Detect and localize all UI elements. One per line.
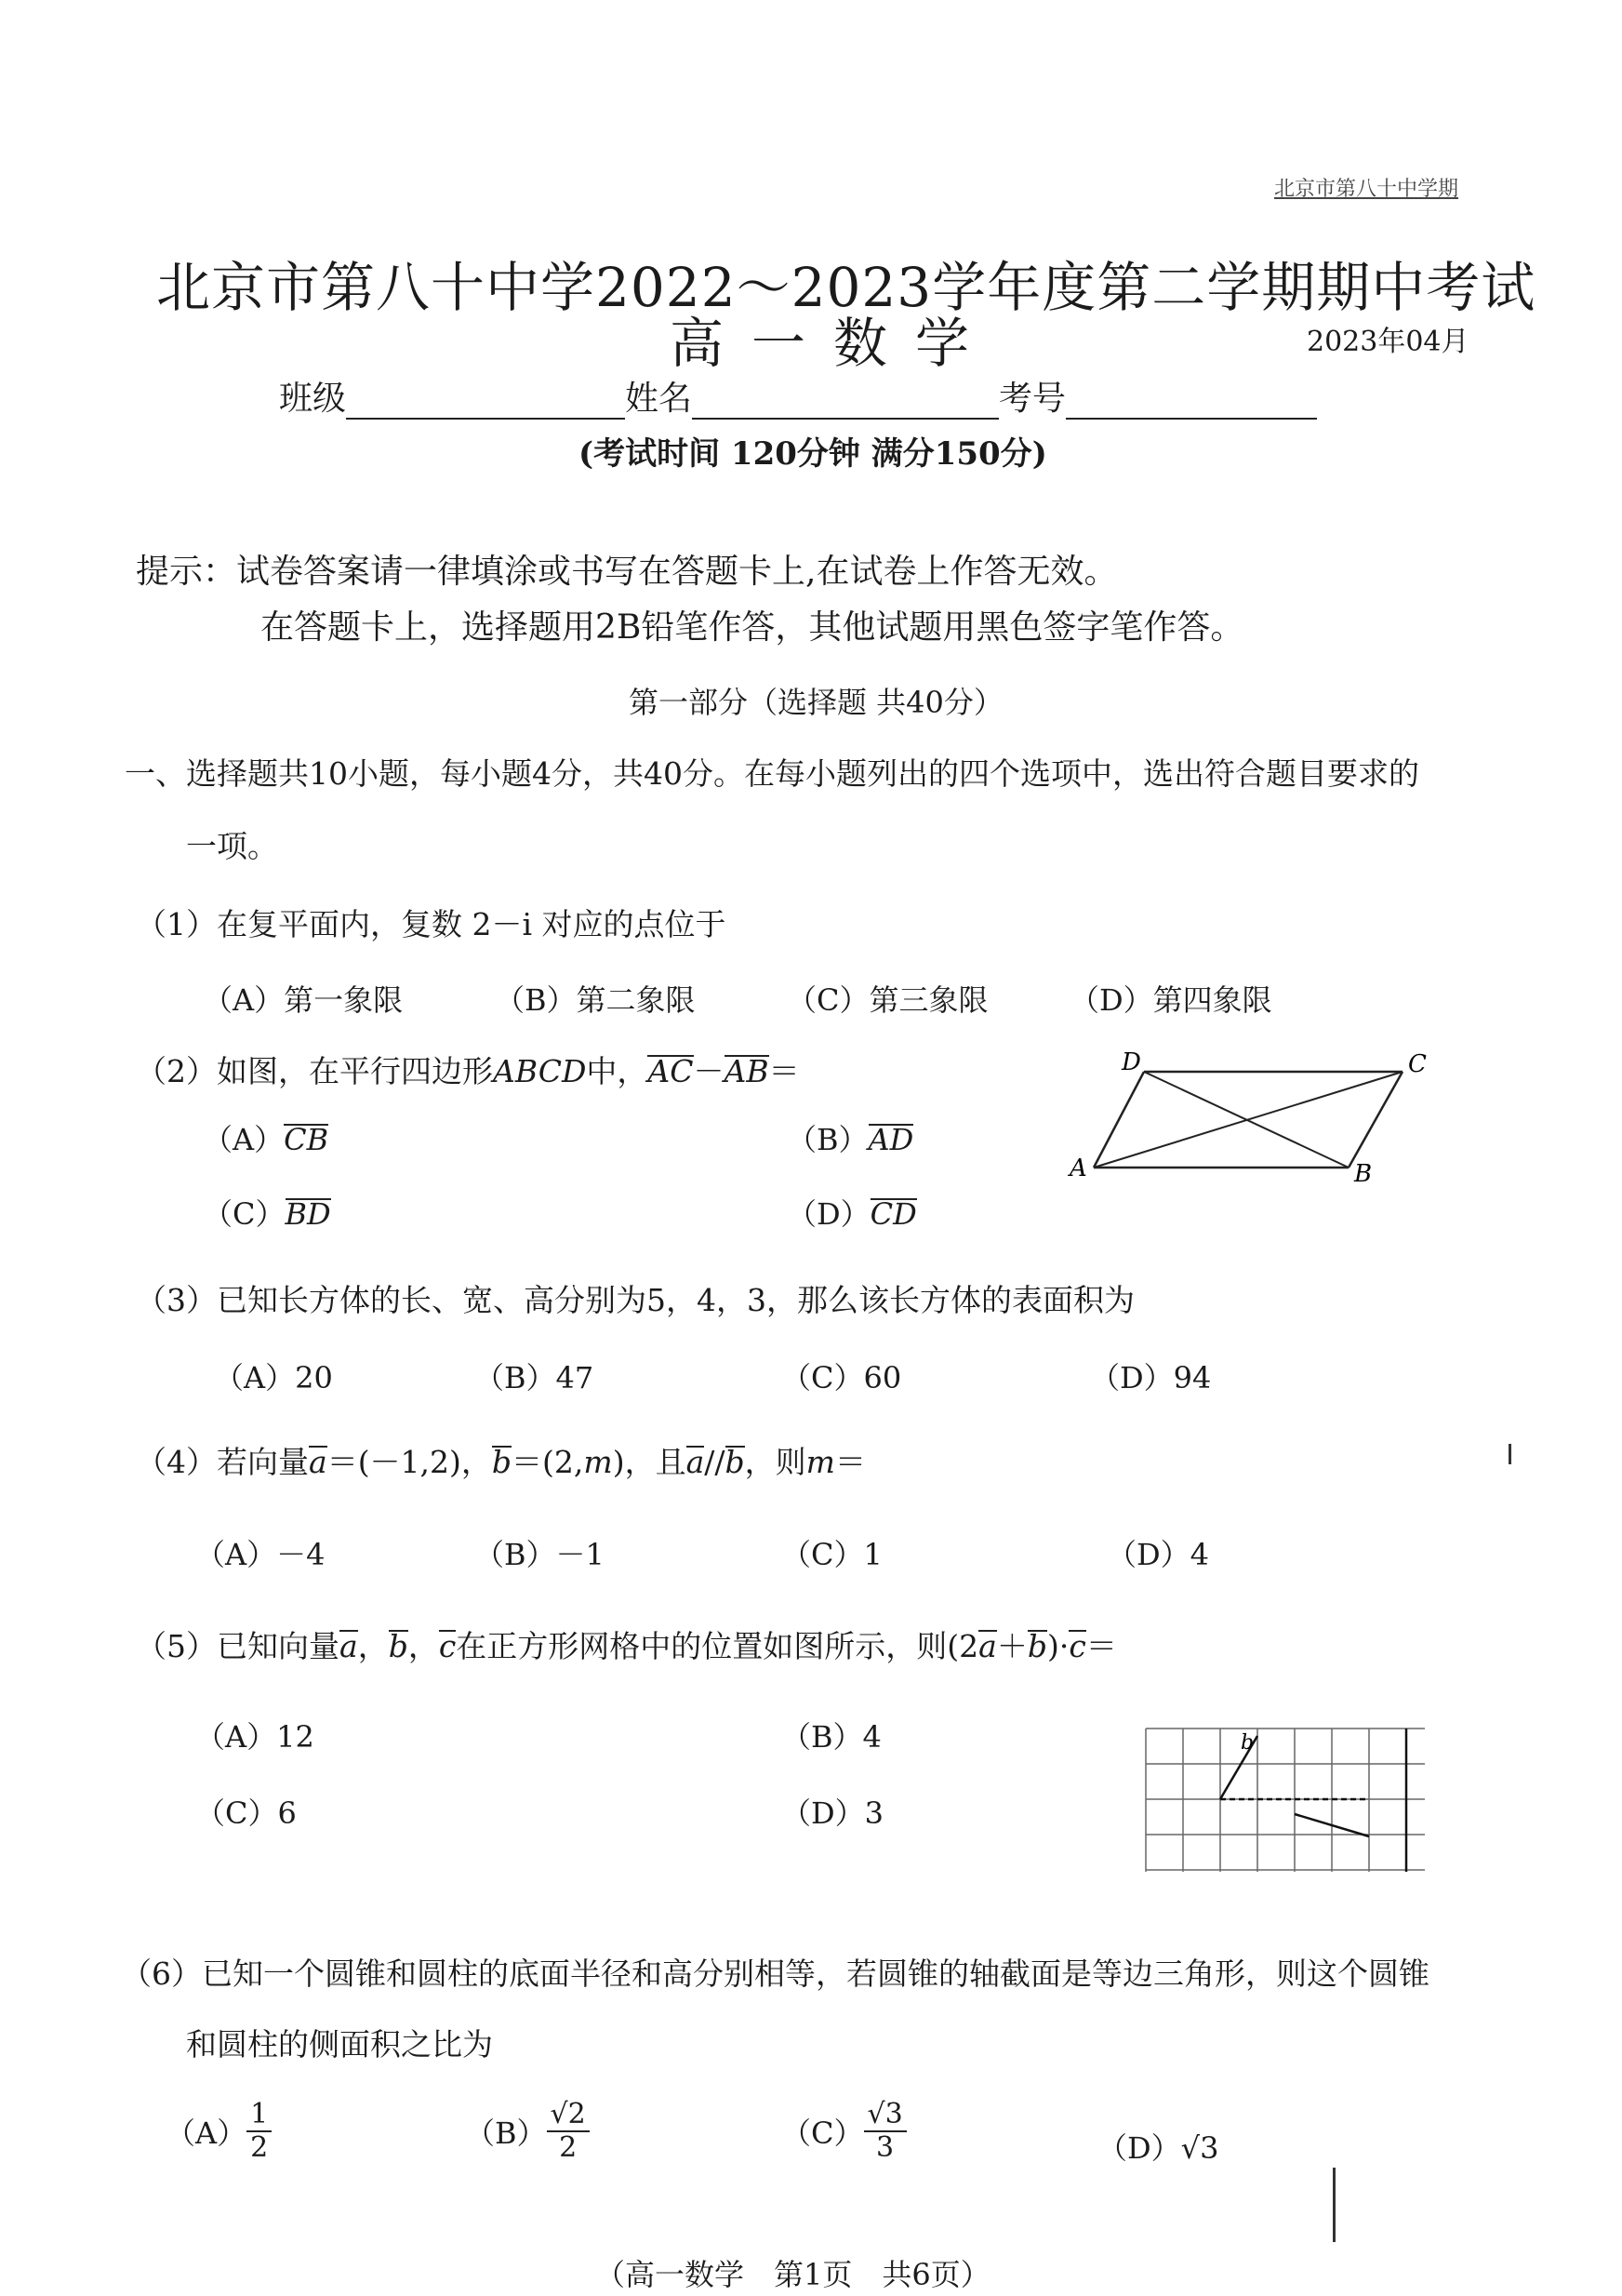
- vector-grid-figure: [1140, 1721, 1438, 1879]
- section-instructions-line-1: 一、选择题共10小题，每小题4分，共40分。在每小题列出的四个选项中，选出符合题目要求的: [125, 755, 1419, 792]
- q6-stem-line-1: （6）已知一个圆锥和圆柱的底面半径和高分别相等，若圆锥的轴截面是等边三角形，则这个圆锥: [121, 1956, 1429, 1992]
- q1-option-d: （D）第四象限: [1070, 982, 1272, 1018]
- q1-stem: （1）在复平面内，复数 2－i 对应的点位于: [136, 906, 726, 942]
- exam-subject: 高一数学: [670, 312, 998, 375]
- q5-option-b: （B）4: [781, 1719, 882, 1755]
- q6-stem-line-2: 和圆柱的侧面积之比为: [186, 2026, 493, 2062]
- scan-mark: [1509, 1444, 1511, 1464]
- vertex-b-label: B: [1354, 1160, 1373, 1188]
- q3-stem: （3）已知长方体的长、宽、高分别为5，4，3，那么该长方体的表面积为: [136, 1282, 1135, 1318]
- id-field[interactable]: [1066, 390, 1317, 420]
- class-label: 班级: [279, 380, 347, 418]
- exam-title: 北京市第八十中学2022～2023学年度第二学期期中考试: [156, 256, 1536, 319]
- section-instructions-line-2: 一项。: [186, 828, 278, 864]
- vector-b-label: b: [1241, 1731, 1255, 1755]
- q4-option-a: （A）－4: [195, 1537, 326, 1572]
- q1-option-b: （B）第二象限: [495, 982, 696, 1018]
- vector-ab: AB: [724, 1053, 769, 1089]
- class-field[interactable]: [346, 390, 625, 420]
- q3-option-c: （C）60: [781, 1360, 902, 1395]
- q5-option-d: （D）3: [781, 1795, 884, 1831]
- q6-option-a: （A） $\frac{1}{2}$: [166, 2099, 272, 2164]
- q2-option-d: （D）CD: [787, 1196, 917, 1232]
- q1-option-a: （A）第一象限: [203, 982, 404, 1018]
- diagonal-bd: [1144, 1072, 1349, 1168]
- name-field[interactable]: [692, 390, 999, 420]
- vertex-d-label: D: [1122, 1051, 1141, 1076]
- exam-date: 2023年04月: [1307, 326, 1469, 358]
- q2-option-a: （A）CB: [203, 1122, 329, 1157]
- q6-option-c: （C） $\frac{√3}{3}$: [781, 2099, 907, 2164]
- id-label: 考号: [999, 380, 1067, 418]
- edge-ad: [1094, 1072, 1144, 1168]
- notice-line-2: 在答题卡上，选择题用2B铅笔作答，其他试题用黑色签字笔作答。: [260, 608, 1244, 647]
- q3-option-a: （A）20: [214, 1360, 333, 1395]
- q2-option-c: （C）BD: [203, 1196, 331, 1232]
- name-label: 姓名: [625, 380, 693, 418]
- q1-option-c: （C）第三象限: [787, 982, 989, 1018]
- school-stamp: 北京市第八十中学期: [1274, 178, 1459, 201]
- notice-line-1: 提示：试卷答案请一律填涂或书写在答题卡上,在试卷上作答无效。: [136, 553, 1118, 591]
- q6-option-b: （B） $\frac{√2}{2}$: [465, 2099, 590, 2164]
- vector-ac: AC: [647, 1053, 694, 1089]
- q3-option-b: （B）47: [474, 1360, 594, 1395]
- vertex-c-label: C: [1408, 1051, 1427, 1078]
- q5-stem: （5）已知向量a，b，c在正方形网格中的位置如图所示，则(2a＋b)·c＝: [136, 1628, 1117, 1664]
- q4-option-c: （C）1: [781, 1537, 883, 1572]
- q3-option-d: （D）94: [1090, 1360, 1212, 1395]
- q2-option-b: （B）AD: [787, 1122, 914, 1157]
- exam-duration: (考试时间 120分钟 满分150分): [578, 435, 1047, 473]
- page-footer: （高一数学 第1页 共6页）: [595, 2257, 990, 2292]
- q4-option-b: （B）－1: [474, 1537, 605, 1572]
- student-info-row: [279, 372, 1317, 420]
- q5-option-c: （C）6: [195, 1795, 297, 1831]
- q4-stem: （4）若向量a＝(－1,2)，b＝(2,m)，且a//b，则m＝: [136, 1444, 866, 1480]
- q4-option-d: （D）4: [1107, 1537, 1210, 1572]
- parallelogram-figure: [1051, 1051, 1442, 1191]
- scan-mark: [1333, 2168, 1336, 2242]
- part-title: 第一部分（选择题 共40分）: [629, 685, 1004, 720]
- q6-option-d: （D）√3: [1097, 2130, 1219, 2166]
- vertex-a-label: A: [1070, 1155, 1087, 1182]
- q2-stem: （2）如图，在平行四边形ABCD中，AC－AB＝: [136, 1053, 800, 1089]
- q5-option-a: （A）12: [195, 1719, 314, 1755]
